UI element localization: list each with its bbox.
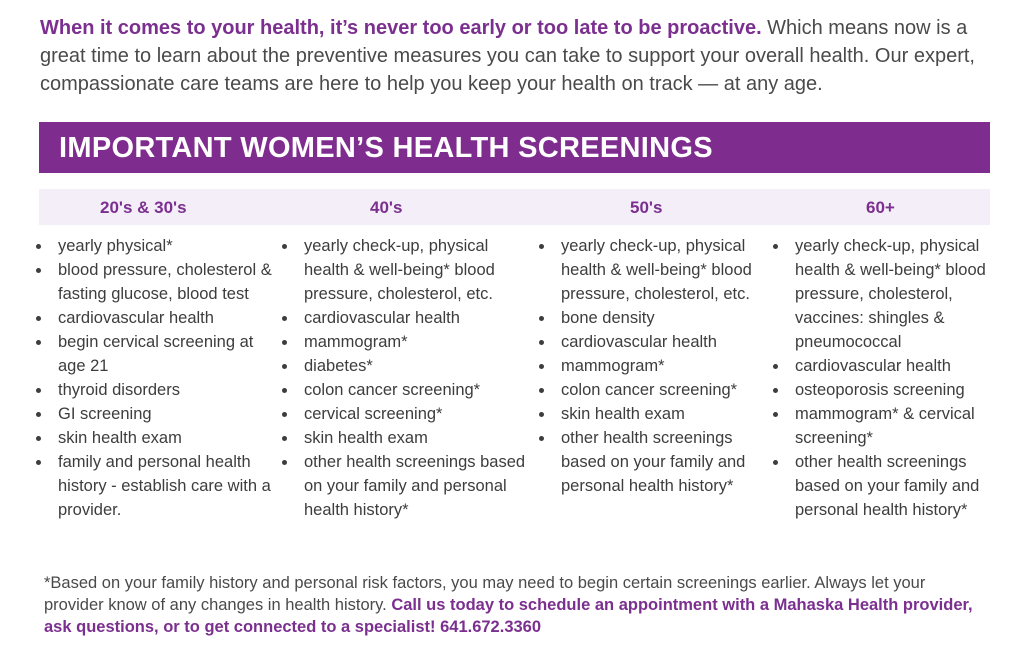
list-item: cardiovascular health [36, 306, 274, 330]
age-heading-40s: 40's [370, 198, 403, 217]
list-item: mammogram* [282, 330, 532, 354]
section-title: IMPORTANT WOMEN’S HEALTH SCREENINGS [59, 132, 713, 164]
age-heading-20s-30s: 20's & 30's [100, 198, 187, 217]
column-40s [282, 234, 532, 522]
screening-list [36, 234, 274, 522]
column-20s-30s [36, 234, 274, 522]
intro-paragraph [40, 14, 1000, 98]
call-to-action: Call us today to schedule an appointment with a Mahaska Health provider, ask questions, or to get connected to a specialist! 641.672.3360 [44, 596, 973, 636]
list-item: bone density [539, 306, 765, 330]
list-item: cervical screening* [282, 402, 532, 426]
list-item: osteoporosis screening [773, 378, 993, 402]
age-header-row [39, 189, 990, 225]
footnote-text: *Based on your family history and personal risk factors, you may need to begin certain screenings earlier. Always let your provider know of any changes in health history. [44, 574, 926, 614]
list-item: cardiovascular health [539, 330, 765, 354]
intro-lead: When it comes to your health, it’s never too early or too late to be proactive. [40, 17, 762, 39]
list-item: skin health exam [282, 426, 532, 450]
footnote [44, 572, 989, 638]
screening-list [773, 234, 993, 522]
list-item: diabetes* [282, 354, 532, 378]
column-50s [539, 234, 765, 498]
list-item: thyroid disorders [36, 378, 274, 402]
list-item: other health screenings based on your family and personal health history* [282, 450, 532, 522]
list-item: family and personal health history - establish care with a provider. [36, 450, 274, 522]
section-banner [39, 122, 990, 173]
list-item: blood pressure, cholesterol & fasting glucose, blood test [36, 258, 274, 306]
column-60-plus [773, 234, 993, 522]
list-item: skin health exam [539, 402, 765, 426]
age-heading-60-plus: 60+ [866, 198, 895, 217]
list-item: begin cervical screening at age 21 [36, 330, 274, 378]
list-item: mammogram* & cervical screening* [773, 402, 993, 450]
list-item: yearly check-up, physical health & well-being* blood pressure, cholesterol, etc. [282, 234, 532, 306]
intro-body: Which means now is a great time to learn about the preventive measures you can take to support your overall health. Our expert, compassionate care teams are here to help you keep your health on track — at any age. [40, 17, 975, 95]
list-item: colon cancer screening* [539, 378, 765, 402]
screening-list [539, 234, 765, 498]
list-item: colon cancer screening* [282, 378, 532, 402]
list-item: yearly check-up, physical health & well-being* blood pressure, cholesterol, etc. [539, 234, 765, 306]
list-item: other health screenings based on your family and personal health history* [539, 426, 765, 498]
list-item: cardiovascular health [282, 306, 532, 330]
list-item: yearly physical* [36, 234, 274, 258]
list-item: other health screenings based on your family and personal health history* [773, 450, 993, 522]
list-item: mammogram* [539, 354, 765, 378]
list-item: GI screening [36, 402, 274, 426]
screening-list [282, 234, 532, 522]
list-item: skin health exam [36, 426, 274, 450]
list-item: cardiovascular health [773, 354, 993, 378]
list-item: yearly check-up, physical health & well-being* blood pressure, cholesterol, vaccines: shingles & pneumococcal [773, 234, 993, 354]
age-heading-50s: 50's [630, 198, 663, 217]
